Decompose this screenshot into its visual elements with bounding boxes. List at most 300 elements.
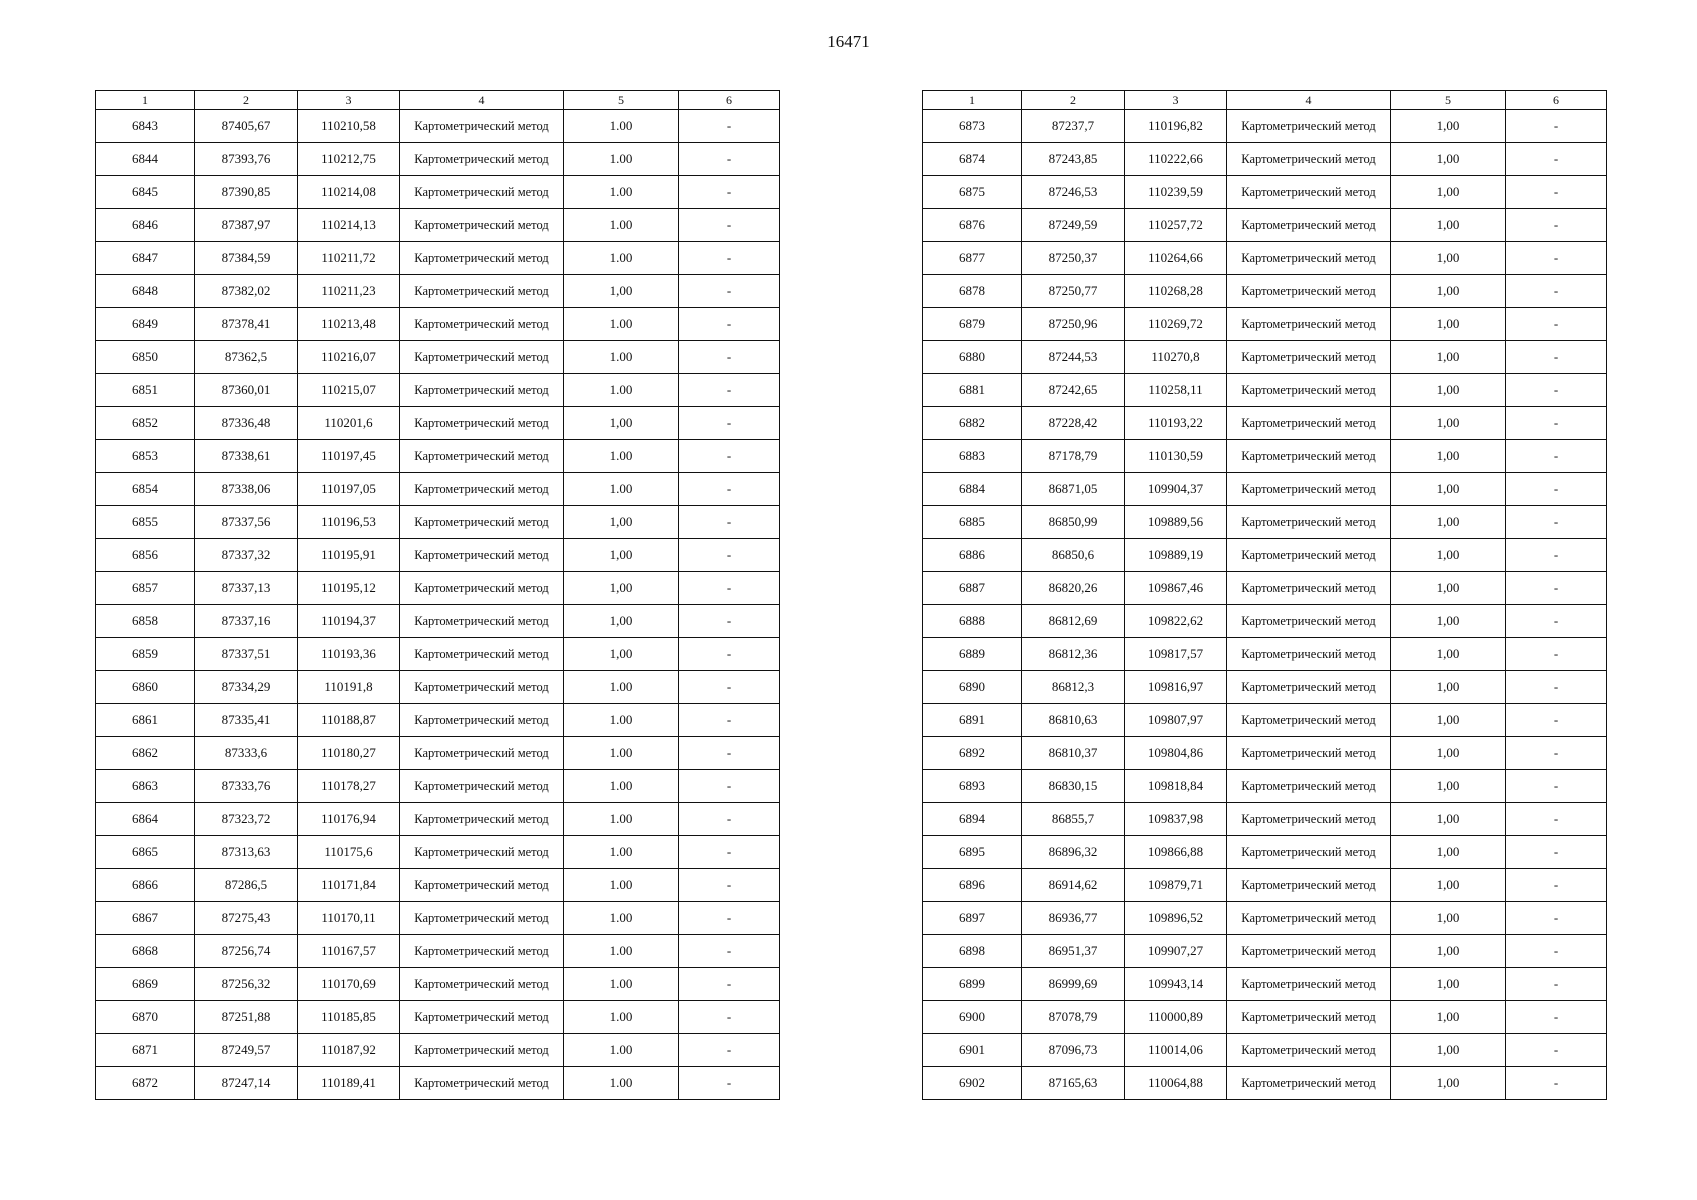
note-cell: - [1506,1001,1607,1034]
point-number-cell: 6859 [96,638,195,671]
x-coordinate-cell: 87250,96 [1022,308,1125,341]
method-cell: Картометрический метод [400,308,564,341]
accuracy-cell: 1,00 [1391,836,1506,869]
note-cell: - [679,440,780,473]
x-coordinate-cell: 86871,05 [1022,473,1125,506]
y-coordinate-cell: 110196,53 [298,506,400,539]
method-cell: Картометрический метод [1227,473,1391,506]
accuracy-cell: 1,00 [564,407,679,440]
accuracy-cell: 1.00 [564,440,679,473]
table-row [96,1001,780,1034]
method-cell: Картометрический метод [400,473,564,506]
accuracy-cell: 1.00 [564,1034,679,1067]
x-coordinate-cell: 87337,32 [195,539,298,572]
note-cell: - [1506,1067,1607,1100]
y-coordinate-cell: 109837,98 [1125,803,1227,836]
column-header: 5 [1391,91,1506,110]
accuracy-cell: 1,00 [1391,1067,1506,1100]
method-cell: Картометрический метод [400,440,564,473]
note-cell: - [1506,176,1607,209]
table-row [96,308,780,341]
x-coordinate-cell: 86896,32 [1022,836,1125,869]
accuracy-cell: 1.00 [564,902,679,935]
accuracy-cell: 1,00 [1391,143,1506,176]
note-cell: - [1506,638,1607,671]
point-number-cell: 6856 [96,539,195,572]
y-coordinate-cell: 109889,19 [1125,539,1227,572]
table-row [96,341,780,374]
accuracy-cell: 1.00 [564,803,679,836]
x-coordinate-cell: 86914,62 [1022,869,1125,902]
y-coordinate-cell: 110189,41 [298,1067,400,1100]
y-coordinate-cell: 110212,75 [298,143,400,176]
note-cell: - [1506,143,1607,176]
y-coordinate-cell: 110000,89 [1125,1001,1227,1034]
y-coordinate-cell: 110196,82 [1125,110,1227,143]
method-cell: Картометрический метод [400,836,564,869]
x-coordinate-cell: 87393,76 [195,143,298,176]
table-row [923,275,1607,308]
accuracy-cell: 1,00 [1391,572,1506,605]
x-coordinate-cell: 87333,6 [195,737,298,770]
point-number-cell: 6881 [923,374,1022,407]
x-coordinate-cell: 87286,5 [195,869,298,902]
note-cell: - [679,341,780,374]
y-coordinate-cell: 109804,86 [1125,737,1227,770]
x-coordinate-cell: 87382,02 [195,275,298,308]
note-cell: - [679,605,780,638]
accuracy-cell: 1,00 [1391,440,1506,473]
accuracy-cell: 1,00 [564,605,679,638]
y-coordinate-cell: 110195,91 [298,539,400,572]
point-number-cell: 6892 [923,737,1022,770]
y-coordinate-cell: 110193,22 [1125,407,1227,440]
y-coordinate-cell: 110201,6 [298,407,400,440]
table-row [96,638,780,671]
y-coordinate-cell: 109879,71 [1125,869,1227,902]
method-cell: Картометрический метод [400,935,564,968]
table-row [923,506,1607,539]
accuracy-cell: 1,00 [1391,704,1506,737]
method-cell: Картометрический метод [400,770,564,803]
accuracy-cell: 1,00 [1391,539,1506,572]
method-cell: Картометрический метод [1227,407,1391,440]
accuracy-cell: 1,00 [1391,737,1506,770]
point-number-cell: 6874 [923,143,1022,176]
note-cell: - [679,473,780,506]
x-coordinate-cell: 87165,63 [1022,1067,1125,1100]
x-coordinate-cell: 87378,41 [195,308,298,341]
table-row [923,902,1607,935]
accuracy-cell: 1,00 [1391,341,1506,374]
y-coordinate-cell: 109822,62 [1125,605,1227,638]
x-coordinate-cell: 87242,65 [1022,374,1125,407]
accuracy-cell: 1,00 [1391,638,1506,671]
x-coordinate-cell: 86951,37 [1022,935,1125,968]
accuracy-cell: 1.00 [564,110,679,143]
point-number-cell: 6872 [96,1067,195,1100]
table-row [96,275,780,308]
point-number-cell: 6894 [923,803,1022,836]
method-cell: Картометрический метод [400,1067,564,1100]
point-number-cell: 6862 [96,737,195,770]
method-cell: Картометрический метод [400,869,564,902]
accuracy-cell: 1,00 [1391,803,1506,836]
accuracy-cell: 1,00 [1391,902,1506,935]
accuracy-cell: 1.00 [564,308,679,341]
x-coordinate-cell: 87338,61 [195,440,298,473]
table-row [923,1067,1607,1100]
accuracy-cell: 1,00 [564,506,679,539]
y-coordinate-cell: 109907,27 [1125,935,1227,968]
column-header: 6 [1506,91,1607,110]
note-cell: - [1506,803,1607,836]
x-coordinate-cell: 86810,37 [1022,737,1125,770]
x-coordinate-cell: 87078,79 [1022,1001,1125,1034]
point-number-cell: 6896 [923,869,1022,902]
point-number-cell: 6875 [923,176,1022,209]
table-row [923,539,1607,572]
x-coordinate-cell: 87249,57 [195,1034,298,1067]
note-cell: - [679,506,780,539]
note-cell: - [679,275,780,308]
accuracy-cell: 1,00 [1391,110,1506,143]
x-coordinate-cell: 87237,7 [1022,110,1125,143]
note-cell: - [679,1034,780,1067]
table-row [96,968,780,1001]
point-number-cell: 6867 [96,902,195,935]
y-coordinate-cell: 110175,6 [298,836,400,869]
method-cell: Картометрический метод [400,242,564,275]
point-number-cell: 6887 [923,572,1022,605]
y-coordinate-cell: 110213,48 [298,308,400,341]
x-coordinate-cell: 87336,48 [195,407,298,440]
accuracy-cell: 1.00 [564,242,679,275]
table-row [923,803,1607,836]
y-coordinate-cell: 109896,52 [1125,902,1227,935]
table-row [923,407,1607,440]
x-coordinate-cell: 87405,67 [195,110,298,143]
method-cell: Картометрический метод [1227,506,1391,539]
note-cell: - [679,704,780,737]
accuracy-cell: 1,00 [1391,473,1506,506]
note-cell: - [1506,308,1607,341]
x-coordinate-cell: 86810,63 [1022,704,1125,737]
table-row [96,176,780,209]
method-cell: Картометрический метод [400,803,564,836]
accuracy-cell: 1,00 [1391,209,1506,242]
method-cell: Картометрический метод [1227,638,1391,671]
x-coordinate-cell: 87275,43 [195,902,298,935]
x-coordinate-cell: 86855,7 [1022,803,1125,836]
accuracy-cell: 1,00 [1391,968,1506,1001]
y-coordinate-cell: 110239,59 [1125,176,1227,209]
y-coordinate-cell: 109866,88 [1125,836,1227,869]
table-row [923,605,1607,638]
method-cell: Картометрический метод [400,407,564,440]
y-coordinate-cell: 110176,94 [298,803,400,836]
note-cell: - [679,968,780,1001]
note-cell: - [1506,902,1607,935]
y-coordinate-cell: 110214,08 [298,176,400,209]
x-coordinate-cell: 87256,74 [195,935,298,968]
note-cell: - [679,671,780,704]
point-number-cell: 6901 [923,1034,1022,1067]
note-cell: - [1506,341,1607,374]
y-coordinate-cell: 110178,27 [298,770,400,803]
note-cell: - [679,539,780,572]
point-number-cell: 6885 [923,506,1022,539]
method-cell: Картометрический метод [400,1034,564,1067]
table-row [923,242,1607,275]
y-coordinate-cell: 110170,11 [298,902,400,935]
method-cell: Картометрический метод [1227,209,1391,242]
note-cell: - [1506,539,1607,572]
y-coordinate-cell: 110197,05 [298,473,400,506]
y-coordinate-cell: 110188,87 [298,704,400,737]
x-coordinate-cell: 87323,72 [195,803,298,836]
method-cell: Картометрический метод [1227,605,1391,638]
y-coordinate-cell: 109889,56 [1125,506,1227,539]
method-cell: Картометрический метод [400,110,564,143]
table-row [96,572,780,605]
accuracy-cell: 1.00 [564,143,679,176]
x-coordinate-cell: 87387,97 [195,209,298,242]
table-row [96,539,780,572]
x-coordinate-cell: 87362,5 [195,341,298,374]
y-coordinate-cell: 110197,45 [298,440,400,473]
point-number-cell: 6864 [96,803,195,836]
column-header: 3 [1125,91,1227,110]
method-cell: Картометрический метод [400,374,564,407]
table-row [923,341,1607,374]
page-number: 16471 [827,32,870,51]
x-coordinate-cell: 87244,53 [1022,341,1125,374]
note-cell: - [1506,242,1607,275]
y-coordinate-cell: 109817,57 [1125,638,1227,671]
table-row [923,374,1607,407]
method-cell: Картометрический метод [400,605,564,638]
x-coordinate-cell: 86850,99 [1022,506,1125,539]
column-header: 3 [298,91,400,110]
y-coordinate-cell: 110185,85 [298,1001,400,1034]
x-coordinate-cell: 86850,6 [1022,539,1125,572]
x-coordinate-cell: 86812,36 [1022,638,1125,671]
accuracy-cell: 1.00 [564,671,679,704]
note-cell: - [1506,209,1607,242]
method-cell: Картометрический метод [1227,1001,1391,1034]
table-row [96,110,780,143]
y-coordinate-cell: 110014,06 [1125,1034,1227,1067]
note-cell: - [679,176,780,209]
y-coordinate-cell: 110195,12 [298,572,400,605]
accuracy-cell: 1.00 [564,1067,679,1100]
accuracy-cell: 1.00 [564,1001,679,1034]
note-cell: - [1506,407,1607,440]
y-coordinate-cell: 110171,84 [298,869,400,902]
method-cell: Картометрический метод [400,176,564,209]
point-number-cell: 6860 [96,671,195,704]
point-number-cell: 6848 [96,275,195,308]
accuracy-cell: 1,00 [1391,671,1506,704]
point-number-cell: 6898 [923,935,1022,968]
accuracy-cell: 1.00 [564,869,679,902]
method-cell: Картометрический метод [400,341,564,374]
column-header: 1 [96,91,195,110]
method-cell: Картометрический метод [1227,902,1391,935]
column-header: 4 [400,91,564,110]
method-cell: Картометрический метод [1227,770,1391,803]
note-cell: - [679,242,780,275]
x-coordinate-cell: 87337,56 [195,506,298,539]
x-coordinate-cell: 86830,15 [1022,770,1125,803]
point-number-cell: 6858 [96,605,195,638]
point-number-cell: 6888 [923,605,1022,638]
x-coordinate-cell: 87243,85 [1022,143,1125,176]
x-coordinate-cell: 87250,37 [1022,242,1125,275]
table-row [923,473,1607,506]
method-cell: Картометрический метод [1227,737,1391,770]
accuracy-cell: 1.00 [564,836,679,869]
x-coordinate-cell: 86820,26 [1022,572,1125,605]
x-coordinate-cell: 87250,77 [1022,275,1125,308]
note-cell: - [1506,935,1607,968]
point-number-cell: 6851 [96,374,195,407]
note-cell: - [679,869,780,902]
note-cell: - [1506,968,1607,1001]
method-cell: Картометрический метод [1227,143,1391,176]
note-cell: - [679,143,780,176]
table-row [96,671,780,704]
table-row [96,770,780,803]
table-row [96,407,780,440]
table-row [96,143,780,176]
table-row [923,704,1607,737]
point-number-cell: 6870 [96,1001,195,1034]
method-cell: Картометрический метод [1227,869,1391,902]
point-number-cell: 6880 [923,341,1022,374]
table-row [923,671,1607,704]
note-cell: - [1506,440,1607,473]
point-number-cell: 6890 [923,671,1022,704]
accuracy-cell: 1,00 [564,638,679,671]
y-coordinate-cell: 110194,37 [298,605,400,638]
point-number-cell: 6889 [923,638,1022,671]
point-number-cell: 6869 [96,968,195,1001]
method-cell: Картометрический метод [1227,935,1391,968]
x-coordinate-cell: 86812,69 [1022,605,1125,638]
point-number-cell: 6891 [923,704,1022,737]
point-number-cell: 6879 [923,308,1022,341]
accuracy-cell: 1.00 [564,935,679,968]
note-cell: - [679,770,780,803]
accuracy-cell: 1,00 [1391,176,1506,209]
y-coordinate-cell: 109867,46 [1125,572,1227,605]
y-coordinate-cell: 110222,66 [1125,143,1227,176]
point-number-cell: 6893 [923,770,1022,803]
point-number-cell: 6884 [923,473,1022,506]
y-coordinate-cell: 110211,72 [298,242,400,275]
note-cell: - [679,209,780,242]
accuracy-cell: 1.00 [564,209,679,242]
point-number-cell: 6900 [923,1001,1022,1034]
point-number-cell: 6861 [96,704,195,737]
point-number-cell: 6850 [96,341,195,374]
method-cell: Картометрический метод [1227,968,1391,1001]
note-cell: - [1506,1034,1607,1067]
y-coordinate-cell: 110268,28 [1125,275,1227,308]
method-cell: Картометрический метод [1227,242,1391,275]
table-row [923,110,1607,143]
x-coordinate-cell: 87337,51 [195,638,298,671]
note-cell: - [1506,704,1607,737]
point-number-cell: 6846 [96,209,195,242]
method-cell: Картометрический метод [400,671,564,704]
table-row [923,440,1607,473]
accuracy-cell: 1,00 [1391,1034,1506,1067]
coordinates-table-right [922,90,1607,1100]
note-cell: - [679,935,780,968]
accuracy-cell: 1,00 [564,275,679,308]
y-coordinate-cell: 109816,97 [1125,671,1227,704]
method-cell: Картометрический метод [400,143,564,176]
method-cell: Картометрический метод [1227,539,1391,572]
coordinates-table-left [95,90,780,1100]
method-cell: Картометрический метод [400,506,564,539]
point-number-cell: 6865 [96,836,195,869]
y-coordinate-cell: 110191,8 [298,671,400,704]
x-coordinate-cell: 87384,59 [195,242,298,275]
accuracy-cell: 1,00 [1391,242,1506,275]
accuracy-cell: 1,00 [1391,605,1506,638]
note-cell: - [679,308,780,341]
table-row [96,506,780,539]
y-coordinate-cell: 110257,72 [1125,209,1227,242]
y-coordinate-cell: 110269,72 [1125,308,1227,341]
point-number-cell: 6886 [923,539,1022,572]
table-row [923,176,1607,209]
method-cell: Картометрический метод [1227,836,1391,869]
point-number-cell: 6895 [923,836,1022,869]
point-number-cell: 6876 [923,209,1022,242]
method-cell: Картометрический метод [400,572,564,605]
note-cell: - [1506,869,1607,902]
method-cell: Картометрический метод [1227,110,1391,143]
table-row [923,308,1607,341]
x-coordinate-cell: 87249,59 [1022,209,1125,242]
x-coordinate-cell: 87096,73 [1022,1034,1125,1067]
note-cell: - [1506,473,1607,506]
y-coordinate-cell: 109943,14 [1125,968,1227,1001]
accuracy-cell: 1,00 [1391,869,1506,902]
y-coordinate-cell: 109807,97 [1125,704,1227,737]
y-coordinate-cell: 110167,57 [298,935,400,968]
column-header: 2 [1022,91,1125,110]
table-row [923,935,1607,968]
note-cell: - [1506,770,1607,803]
table-row [923,1034,1607,1067]
table-row [96,374,780,407]
x-coordinate-cell: 87334,29 [195,671,298,704]
method-cell: Картометрический метод [400,209,564,242]
note-cell: - [1506,110,1607,143]
point-number-cell: 6849 [96,308,195,341]
y-coordinate-cell: 110180,27 [298,737,400,770]
accuracy-cell: 1,00 [1391,1001,1506,1034]
point-number-cell: 6878 [923,275,1022,308]
method-cell: Картометрический метод [1227,374,1391,407]
x-coordinate-cell: 87247,14 [195,1067,298,1100]
